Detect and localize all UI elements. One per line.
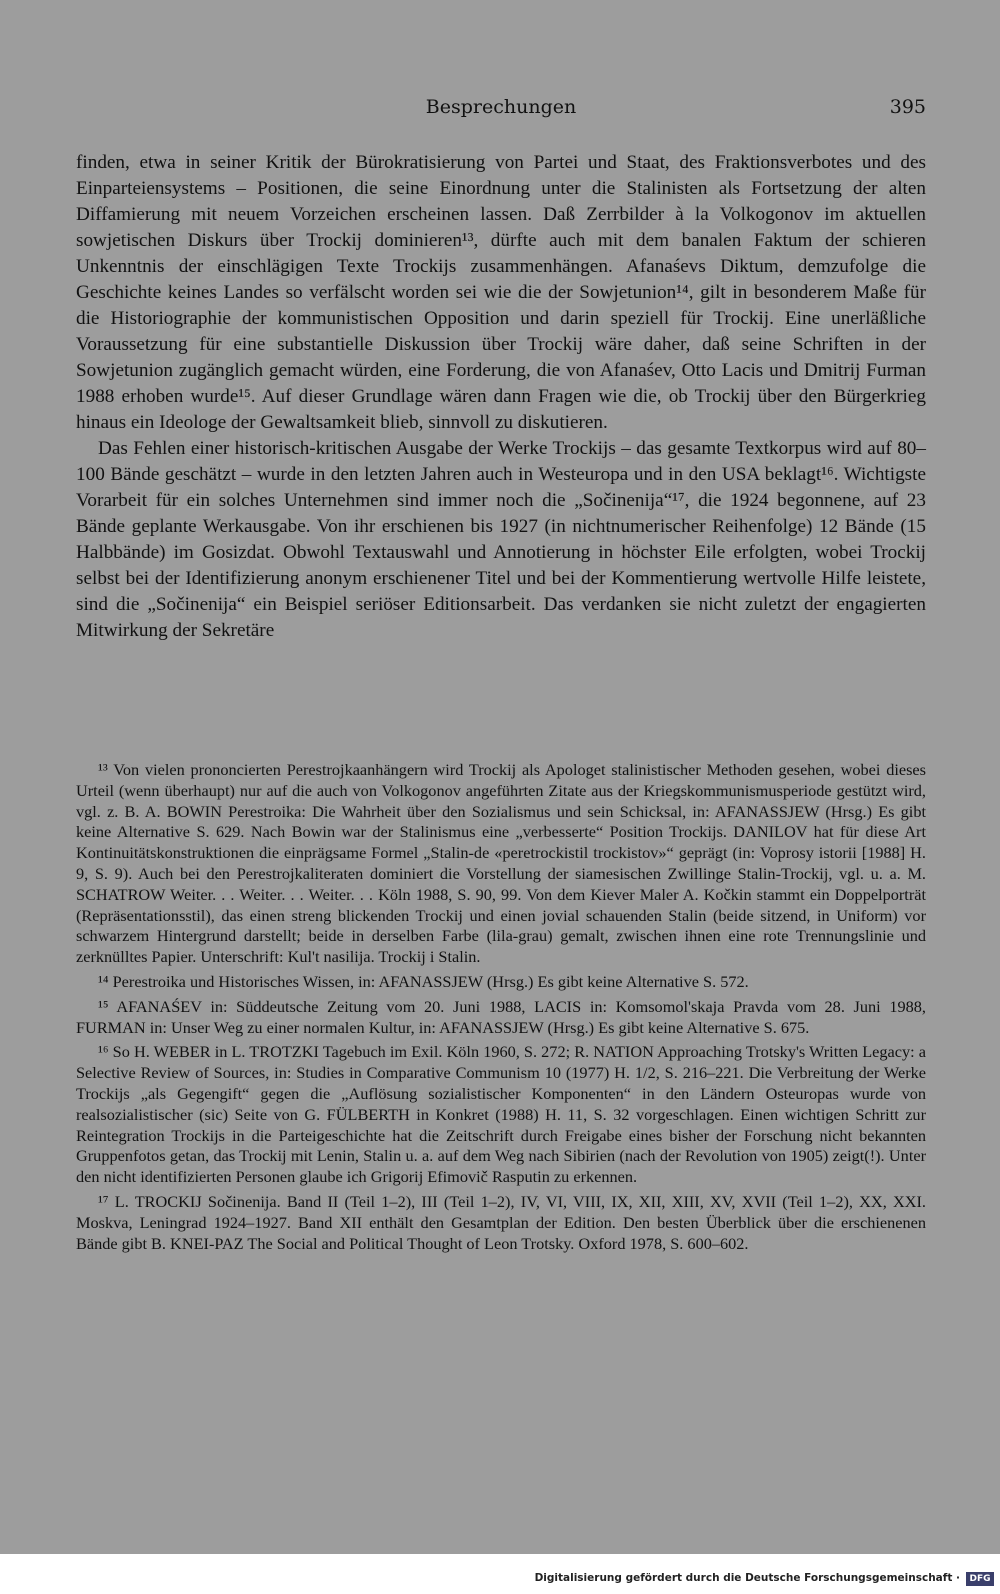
page-header <box>76 96 926 122</box>
running-title: Besprechungen <box>425 96 577 118</box>
footnote-15: ¹⁵ AFANAŚEV in: Süddeutsche Zeitung vom 20. Juni 1988, LACIS in: Komsomol'skaja Pravda vom 28. Juni 1988, FURMAN in: Unser Weg zu einer normalen Kultur, in: AFANASSJEW (Hrsg.) Es gibt keine Alternative S. 675. <box>76 996 926 1037</box>
digitization-credit: Digitalisierung gefördert durch die Deutsche Forschungsgemeinschaft · <box>534 1572 960 1584</box>
dfg-logo: DFG <box>966 1572 994 1586</box>
footnote-13: ¹³ Von vielen prononcierten Perestrojkaanhängern wird Trockij als Apologet stalinistischer Methoden gesehen, wobei dieses Urteil (wenn überhaupt) nur auf die auch von Volkogonov angeführten Zitate aus der Kriegskommunismusperiode gestützt wird, vgl. z. B. A. BOWIN Perestroika: Die Wahrheit über den Sozialismus und sein Schicksal, in: AFANASSJEW (Hrsg.) Es gibt keine Alternative S. 629. Nach Bowin war der Stalinismus eine „verbesserte“ Position Trockijs. DANILOV hat für diese Art Kontinuitätskonstruktionen die einprägsame Formel „Stalin-de «peretrockistil trockistov»“ geprägt (in: Voprosy istorii [1988] H. 9, S. 9). Auch bei den Perestrojkaliteraten dominiert die Vorstellung der siamesischen Zwillinge Stalin-Trockij, vgl. u. a. M. SCHATROW Weiter. . . Weiter. . . Weiter. . . Köln 1988, S. 90, 99. Von dem Kiever Maler A. Kočkin stammt ein Doppelporträt (Repräsentationsstil), das einen streng blickenden Trockij und einen jovial schauenden Stalin (beide sitzend, in Uniform) vor schwarzem Hintergrund darstellt; beide in derselben Farbe (lila-grau) gemalt, zwischen ihnen eine rote Trennungslinie und zerknülltes Papier. Unterschrift: Kul't nasilija. Trockij i Stalin. <box>76 760 926 967</box>
paragraph-1: finden, etwa in seiner Kritik der Bürokratisierung von Partei und Staat, des Fraktionsverbotes und des Einparteiensystems – Positionen, die seine Einordnung unter die Stalinisten als Fortsetzung der alten Diffamierung mit neuem Vorzeichen erscheinen lassen. Daß Zerrbilder à la Volkogonov im aktuellen sowjetischen Diskurs über Trockij dominieren¹³, dürfte auch mit dem banalen Faktum der schieren Unkenntnis der einschlägigen Texte Trockijs zusammenhängen. Afanaśevs Diktum, demzufolge die Geschichte keines Landes so verfälscht worden sei wie die der Sowjetunion¹⁴, gilt in besonderem Maße für die Historiographie der kommunistischen Opposition und darin speziell für Trockij. Eine unerläßliche Voraussetzung für eine substantielle Diskussion über Trockij wäre daher, daß seine Schriften in der Sowjetunion zugänglich gemacht würden, eine Forderung, die von Afanaśev, Otto Lacis und Dmitrij Furman 1988 erhoben wurde¹⁵. Auf dieser Grundlage wären dann Fragen wie die, ob Trockij über den Bürgerkrieg hinaus ein Ideologe der Gewaltsamkeit blieb, sinnvoll zu diskutieren. <box>76 152 926 433</box>
footnote-16: ¹⁶ So H. WEBER in L. TROTZKI Tagebuch im Exil. Köln 1960, S. 272; R. NATION Approaching Trotsky's Written Legacy: a Selective Review of Sources, in: Studies in Comparative Communism 10 (1977) H. 1/2, S. 216–221. Die Verbreitung der Werke Trockijs „als Gegengift“ gegen die „Auflösung sozialistischer Komponenten“ in den Ländern Osteuropas wurde von realsozialistischer (sic) Seite von G. FÜLBERTH in Konkret (1988) H. 11, S. 32 vorgeschlagen. Einen wichtigen Schritt zur Reintegration Trockijs in die Parteigeschichte hat die Zeitschrift durch Freigabe eines bisher der Forschung nicht bekannten Gruppenfotos getan, das Trockij mit Lenin, Stalin u. a. auf dem Weg nach Sibirien (nach der Revolution von 1905) zeigt(!). Unter den nicht identifizierten Personen glaube ich Grigorij Efimovič Rasputin zu erkennen. <box>76 1042 926 1187</box>
footnote-17: ¹⁷ L. TROCKIJ Sočinenija. Band II (Teil 1–2), III (Teil 1–2), IV, VI, VIII, IX, XII, XIII, XV, XVII (Teil 1–2), XX, XXI. Moskva, Leningrad 1924–1927. Band XII enthält den Gesamtplan der Edition. Den besten Überblick über die erschienenen Bände gibt B. KNEI-PAZ The Social and Political Thought of Leon Trotsky. Oxford 1978, S. 600–602. <box>76 1191 926 1253</box>
footnotes <box>76 760 926 1254</box>
paragraph-2: Das Fehlen einer historisch-kritischen Ausgabe der Werke Trockijs – das gesamte Textkorpus wird auf 80–100 Bände geschätzt – wurde in den letzten Jahren auch in Westeuropa und in den USA beklagt¹⁶. Wichtigste Vorarbeit für ein solches Unternehmen sind immer noch die „Sočinenija“¹⁷, die 1924 begonnene, auf 23 Bände geplante Werkausgabe. Von ihr erschienen bis 1927 (in nichtnumerischer Reihenfolge) 12 Bände (15 Halbbände) im Gosizdat. Obwohl Textauswahl und Annotierung in höchster Eile erfolgten, wobei Trockij selbst bei der Identifizierung anonym erschienener Titel und bei der Kommentierung wertvolle Hilfe leistete, sind die „Sočinenija“ ein Beispiel seriöser Editionsarbeit. Das verdanken sie nicht zuletzt der engagierten Mitwirkung der Sekretäre <box>76 438 926 641</box>
page-number: 395 <box>889 96 926 118</box>
main-text <box>76 150 926 644</box>
footer-bar <box>0 1554 1000 1594</box>
footnote-14: ¹⁴ Perestroika und Historisches Wissen, in: AFANASSJEW (Hrsg.) Es gibt keine Alternative S. 572. <box>98 971 749 991</box>
